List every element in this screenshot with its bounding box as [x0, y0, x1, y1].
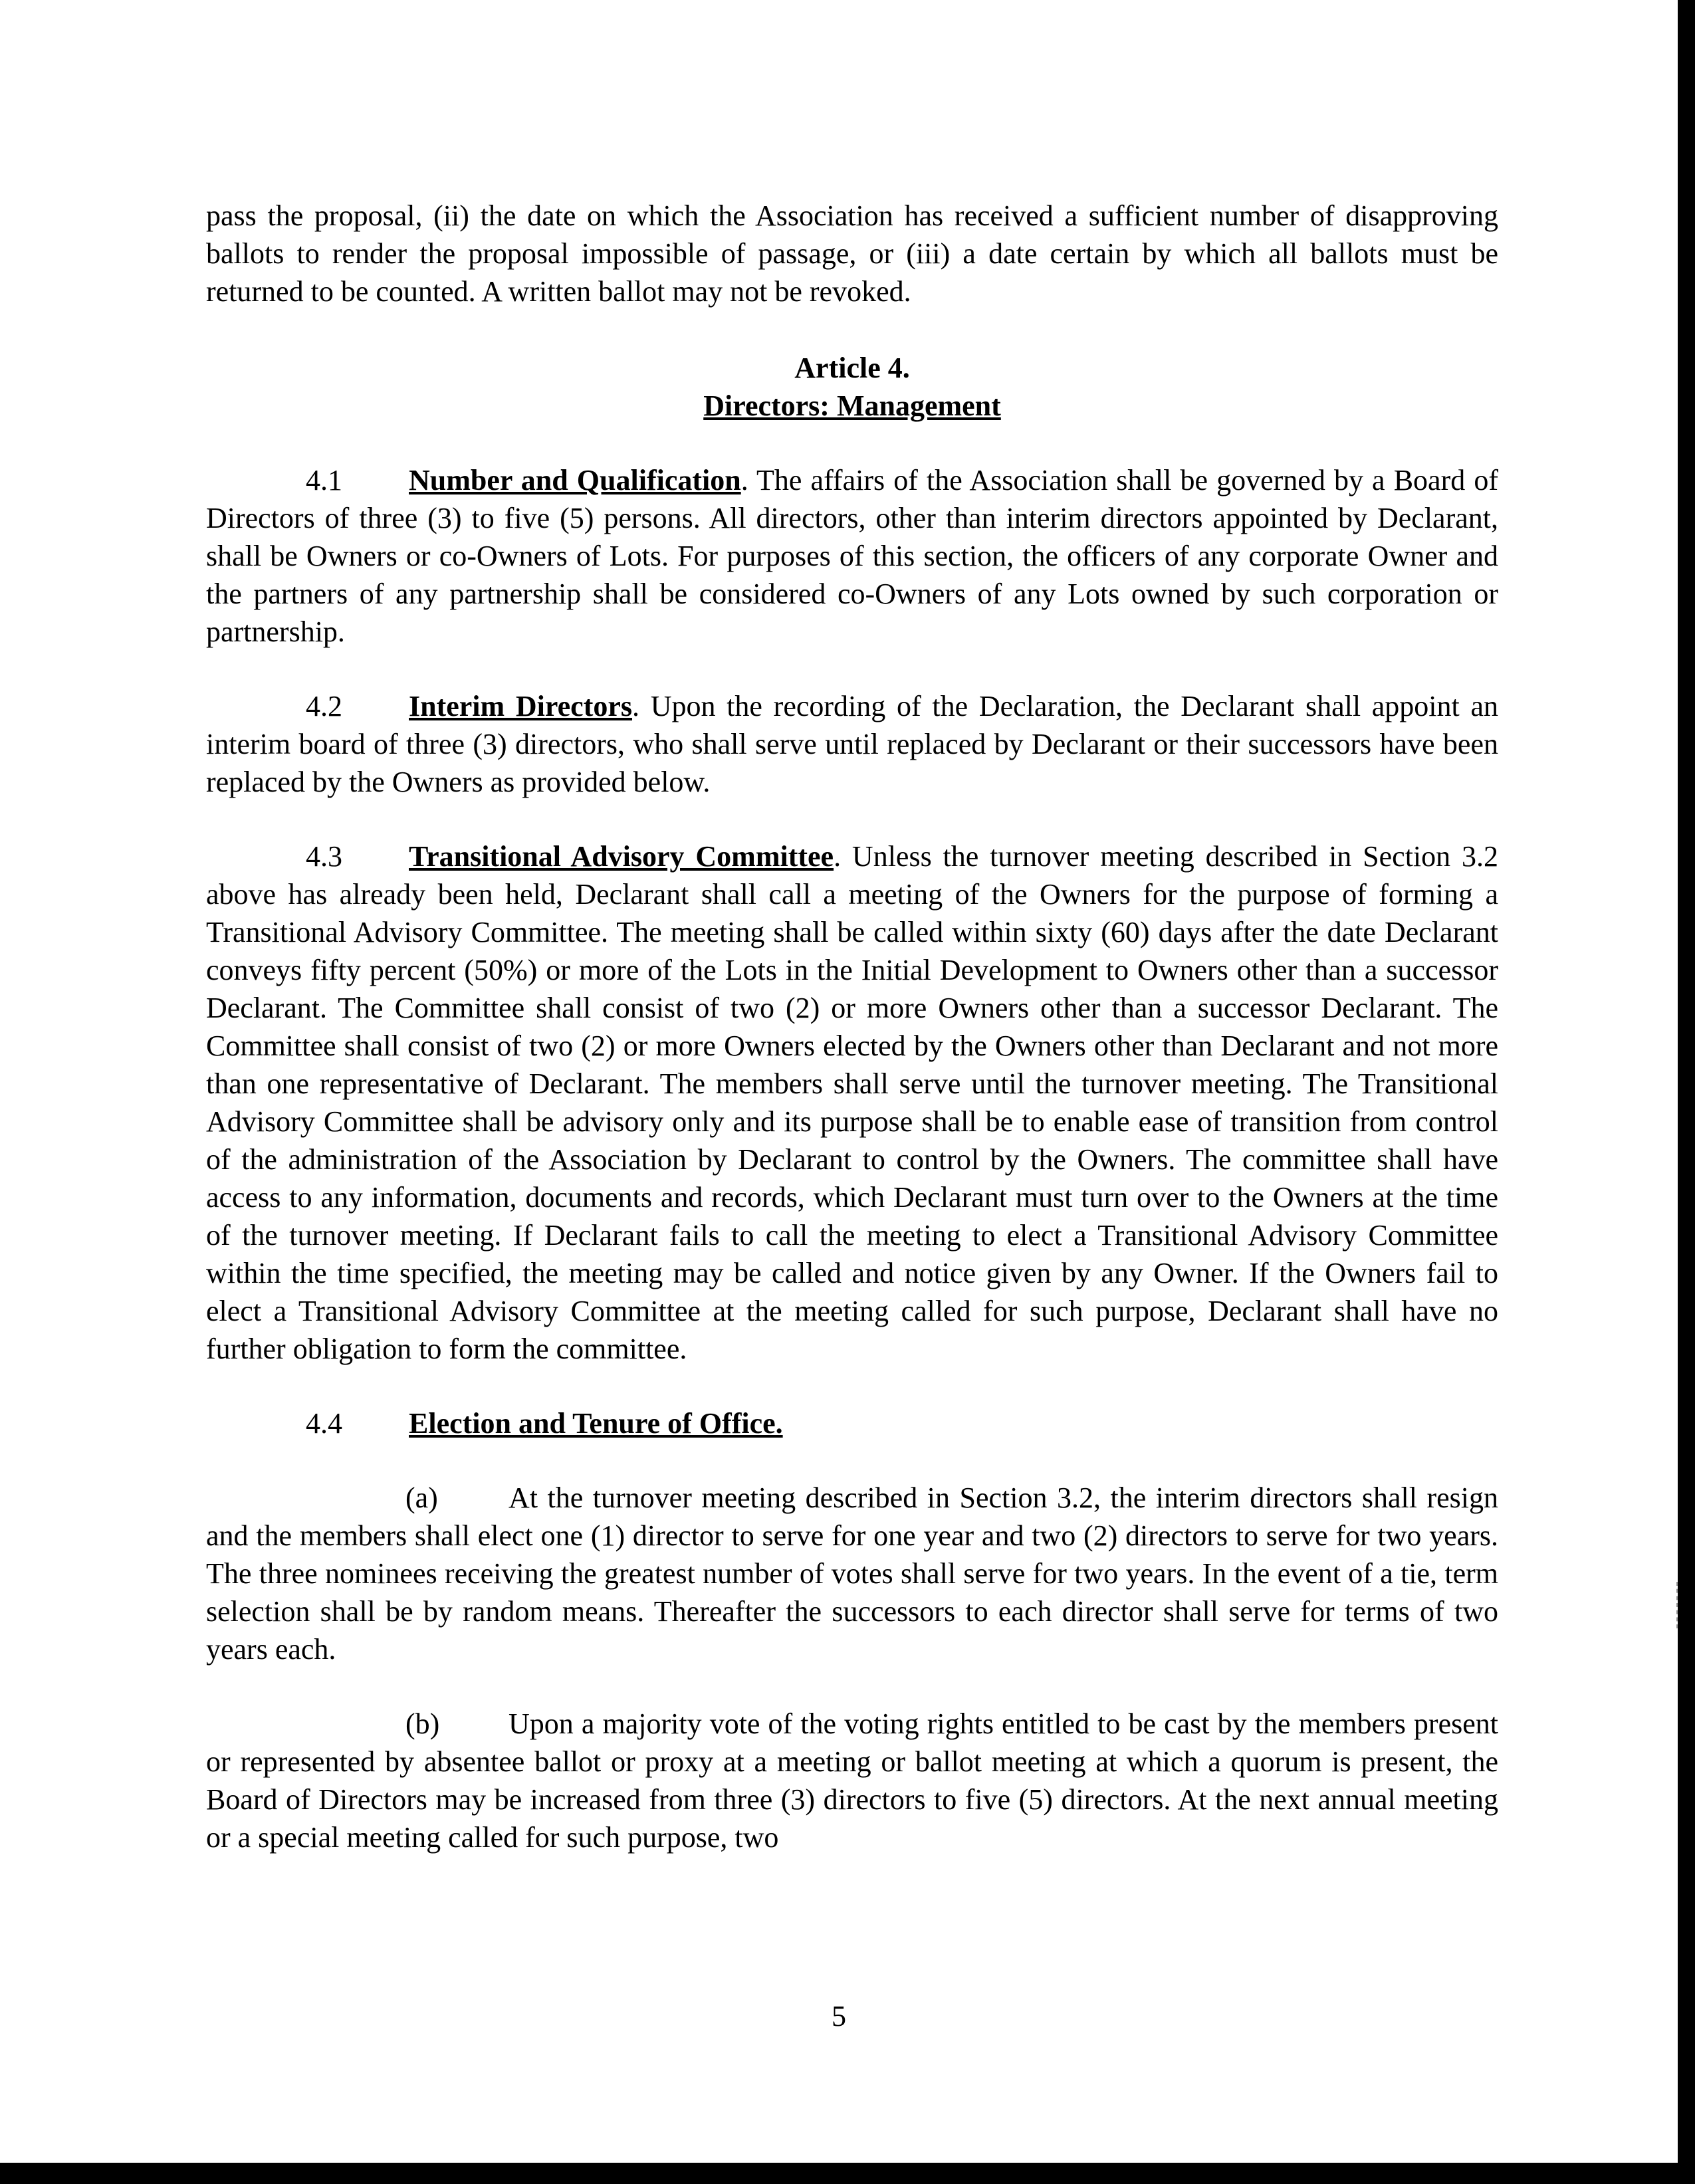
article-title: Directors: Management	[703, 389, 1001, 422]
page-number: 5	[832, 2000, 846, 2032]
subsection-label: (a)	[405, 1481, 438, 1514]
subsection-text: At the turnover meeting described in Section 3.2, the interim directors shall resign and the members shall elect one (1) director to serve for one year and two (2) directors to serve for two years. The three nominees receiving the greatest number of votes shall serve for two years. In the event of a tie, term selection shall be by random means. Thereafter the successors to each director shall serve for terms of two years each.	[206, 1481, 1498, 1666]
section-text: . The affairs of the Association shall be governed by a Board of Directors of three (3) to five (5) persons. All directors, other than interim directors appointed by Declarant, shall be Owners or co-Owners of Lots. For purposes of this section, the officers of any corporate Owner and the partners of any partnership shall be considered co-Owners of any Lots owned by such corporation or partnership.	[206, 464, 1498, 648]
section-4-4-b	[206, 1705, 1498, 1856]
section-4-2	[206, 687, 1498, 801]
section-text: . Upon the recording of the Declaration, the Declarant shall appoint an interim board of three (3) directors, who shall serve until replaced by Declarant or their successors have been replaced by the Owners as provided below.	[206, 690, 1498, 798]
section-4-4	[206, 1404, 1498, 1442]
section-text: . Unless the turnover meeting described in Section 3.2 above has already been held, Declarant shall call a meeting of the Owners for the purpose of forming a Transitional Advisory Committee. The meeting shall be called within sixty (60) days after the date Declarant conveys fifty percent (50%) or more of the Lots in the Initial Development to Owners other than a successor Declarant. The Committee shall consist of two (2) or more Owners other than a successor Declarant. The Committee shall consist of two (2) or more Owners elected by the Owners other than Declarant and not more than one representative of Declarant. The members shall serve until the turnover meeting. The Transitional Advisory Committee shall be advisory only and its purpose shall be to enable ease of transition from control of the administration of the Association by Declarant to control by the Owners. The committee shall have access to any information, documents and records, which Declarant must turn over to the Owners at the time of the turnover meeting. If Declarant fails to call the meeting to elect a Transitional Advisory Committee within the time specified, the meeting may be called and notice given by any Owner. If the Owners fail to elect a Transitional Advisory Committee at the meeting called for such purpose, Declarant shall have no further obligation to form the committee.	[206, 840, 1498, 1365]
opening-paragraph: pass the proposal, (ii) the date on which the Association has received a sufficient number of disapproving ballots to render the proposal impossible of passage, or (iii) a date certain by which all ballots must be returned to be counted. A written ballot may not be revoked.	[206, 199, 1498, 308]
section-heading: Transitional Advisory Committee	[409, 840, 834, 873]
section-4-4-a	[206, 1479, 1498, 1668]
scan-edge-mark	[1674, 1582, 1678, 1628]
section-4-3	[206, 837, 1498, 1368]
section-number: 4.3	[306, 840, 342, 873]
subsection-label: (b)	[405, 1707, 440, 1740]
section-number: 4.4	[306, 1407, 342, 1440]
section-heading: Number and Qualification	[409, 464, 741, 496]
article-heading	[206, 349, 1498, 425]
document-body	[206, 197, 1498, 1856]
subsection-text: Upon a majority vote of the voting rights entitled to be cast by the members present or represented by absentee ballot or proxy at a meeting or ballot meeting at which a quorum is present, the Board of Directors may be increased from three (3) directors to five (5) directors. At the next annual meeting or a special meeting called for such purpose, two	[206, 1707, 1498, 1854]
article-number: Article 4.	[794, 352, 910, 384]
section-heading: Election and Tenure of Office.	[409, 1407, 783, 1440]
section-number: 4.1	[306, 464, 342, 496]
section-number: 4.2	[306, 690, 342, 722]
section-4-1	[206, 461, 1498, 651]
section-heading: Interim Directors	[409, 690, 632, 722]
